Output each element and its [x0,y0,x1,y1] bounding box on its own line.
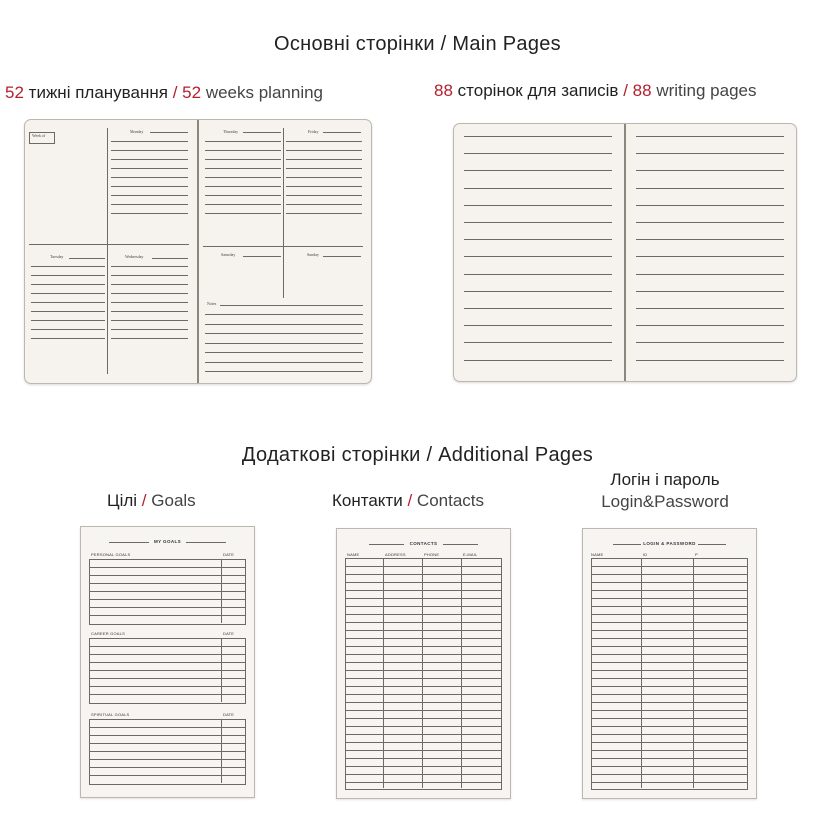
writing-line-left [464,222,612,223]
goals-row-line [89,686,245,687]
contacts-row-line [345,598,501,599]
goals-row-line [89,759,245,760]
goals-row-line [89,654,245,655]
weekly-slash: / [172,83,178,102]
login-row-line [591,614,747,615]
writing-line-left [464,188,612,189]
writing-pages-spread [453,123,797,382]
login-row-line [591,646,747,647]
login-row-line [591,782,747,783]
login-row-line [591,598,747,599]
weekly-planning-label [5,83,323,103]
contacts-row-line [345,742,501,743]
thursday-line [205,168,281,169]
wednesday-line [111,275,188,276]
notes-line [205,343,363,344]
writing-line-right [636,153,784,154]
writing-line-right [636,256,784,257]
login-row-line [591,734,747,735]
notes-line [205,314,363,315]
monday-line [111,141,188,142]
friday-label: Friday [308,129,319,134]
tuesday-line [31,320,105,321]
goals-label-ua: Цілі [107,491,138,510]
writing-line-right [636,274,784,275]
login-row-line [591,694,747,695]
writing-slash: / [623,81,628,100]
day-title-line [323,256,361,257]
day-title-line [243,256,281,257]
writing-line-left [464,325,612,326]
friday-line [286,195,362,196]
notes-line [205,333,363,334]
login-row-line [591,766,747,767]
contacts-col-email: E-MAIL [463,552,478,557]
contacts-row-line [345,582,501,583]
contacts-row-line [345,574,501,575]
day-title-line [69,258,105,259]
contacts-column-divider [383,558,384,788]
tuesday-line [31,329,105,330]
login-row-line [591,638,747,639]
login-row-line [591,566,747,567]
contacts-row-line [345,710,501,711]
friday-line [286,159,362,160]
writing-line-right [636,170,784,171]
tuesday-line [31,284,105,285]
writing-count-en: 88 [632,81,652,100]
friday-line [286,177,362,178]
wednesday-label: Wednesday [125,254,144,259]
tuesday-line [31,293,105,294]
monday-line [111,195,188,196]
wednesday-line [111,302,188,303]
writing-line-right [636,342,784,343]
wednesday-line [111,266,188,267]
week-of-label: Week of [32,133,46,138]
contacts-column-divider [422,558,423,788]
contacts-row-line [345,774,501,775]
sunday-label: Sunday [307,252,319,257]
login-row-line [591,750,747,751]
login-label-en: Login&Password [601,492,729,511]
writing-line-right [636,291,784,292]
thursday-label: Thursday [223,129,239,134]
friday-line [286,213,362,214]
tuesday-label: Tuesday [50,254,64,259]
notes-line [205,352,363,353]
goals-section-1-date: DATE [223,552,235,557]
login-row-line [591,686,747,687]
friday-line [286,168,362,169]
writing-line-left [464,274,612,275]
writing-count: 88 [434,81,453,100]
thursday-line [205,177,281,178]
goals-row-line [89,678,245,679]
contacts-col-address: ADDRESS [385,552,406,557]
goals-page [80,526,255,798]
thursday-line [205,195,281,196]
goals-row-line [89,727,245,728]
goals-row-line [89,567,245,568]
contacts-row-line [345,622,501,623]
thursday-line [205,186,281,187]
day-title-line [152,258,188,259]
writing-line-left [464,170,612,171]
wednesday-line [111,338,188,339]
thursday-line [205,204,281,205]
contacts-row-line [345,654,501,655]
monday-line [111,213,188,214]
monday-line [111,186,188,187]
contacts-row-line [345,686,501,687]
login-table [591,558,748,790]
goals-row-line [89,743,245,744]
goals-label [107,491,196,511]
goals-row-line [89,775,245,776]
monday-label: Monday [130,129,144,134]
day-title-line [150,132,188,133]
notes-label: Notes [207,301,217,306]
main-pages-heading: Основні сторінки / Main Pages [274,33,561,55]
writing-line-right [636,222,784,223]
login-row-line [591,670,747,671]
goals-label-en: Goals [151,491,196,510]
contacts-row-line [345,678,501,679]
writing-line-left [464,239,612,240]
writing-label-en: writing pages [656,81,757,100]
weekly-count-en: 52 [182,83,202,102]
notes-line [205,324,363,325]
goals-row-line [89,599,245,600]
wednesday-line [111,284,188,285]
monday-line [111,177,188,178]
contacts-page [336,528,511,799]
contacts-column-divider [461,558,462,788]
contacts-row-line [345,758,501,759]
friday-line [286,204,362,205]
contacts-row-line [345,702,501,703]
contacts-row-line [345,750,501,751]
writing-line-right [636,308,784,309]
title-rule [698,544,726,545]
wednesday-line [111,293,188,294]
title-rule [109,542,149,543]
weekly-section-line [203,246,363,247]
friday-line [286,186,362,187]
writing-spine [624,124,626,381]
weekly-planner-spread [24,119,372,384]
weekly-section-line [29,244,189,245]
contacts-row-line [345,606,501,607]
goals-section-1-title: PERSONAL GOALS [91,552,131,557]
contacts-row-line [345,662,501,663]
contacts-row-line [345,694,501,695]
goals-row-line [89,670,245,671]
goals-row-line [89,591,245,592]
login-col-id: ID [643,552,648,557]
contacts-row-line [345,638,501,639]
notes-line [205,362,363,363]
saturday-label: Saturday [221,252,236,257]
contacts-row-line [345,646,501,647]
goals-row-line [89,615,245,616]
writing-line-right [636,325,784,326]
writing-line-right [636,205,784,206]
login-row-line [591,758,747,759]
contacts-row-line [345,670,501,671]
contacts-row-line [345,782,501,783]
login-label-ua: Логін і пароль [610,470,720,489]
goals-row-line [89,575,245,576]
login-row-line [591,662,747,663]
goals-row-line [89,751,245,752]
tuesday-line [31,266,105,267]
login-row-line [591,606,747,607]
monday-line [111,168,188,169]
goals-row-line [89,646,245,647]
goals-row-line [89,583,245,584]
login-row-line [591,678,747,679]
goals-page-title: MY GOALS [153,539,182,544]
wednesday-line [111,329,188,330]
writing-line-left [464,360,612,361]
title-rule [443,544,478,545]
contacts-table [345,558,502,790]
weekly-label-en: weeks planning [205,83,324,102]
title-rule [186,542,226,543]
friday-line [286,150,362,151]
writing-line-left [464,205,612,206]
contacts-label [332,491,484,511]
login-row-line [591,774,747,775]
login-row-line [591,622,747,623]
login-col-p: P [695,552,698,557]
weekly-spine [197,120,199,383]
weekly-label-ua: тижні планування [28,83,168,102]
writing-line-left [464,308,612,309]
writing-pages-label [434,81,757,101]
goals-section-2-date: DATE [223,631,235,636]
tuesday-line [31,302,105,303]
goals-row-line [89,662,245,663]
contacts-row-line [345,566,501,567]
contacts-label-ua: Контакти [332,491,403,510]
login-row-line [591,582,747,583]
goals-row-line [89,767,245,768]
writing-line-right [636,136,784,137]
writing-line-right [636,188,784,189]
monday-line [111,150,188,151]
contacts-row-line [345,734,501,735]
weekly-divider [283,128,284,298]
login-row-line [591,718,747,719]
goals-row-line [89,735,245,736]
friday-line [286,141,362,142]
thursday-line [205,213,281,214]
login-row-line [591,590,747,591]
contacts-row-line [345,718,501,719]
notes-line [205,371,363,372]
login-label [585,469,745,513]
writing-line-right [636,360,784,361]
wednesday-line [111,311,188,312]
login-row-line [591,702,747,703]
writing-line-left [464,291,612,292]
login-password-page [582,528,757,799]
login-row-line [591,742,747,743]
contacts-row-line [345,590,501,591]
additional-pages-heading: Додаткові сторінки / Additional Pages [241,444,594,466]
writing-line-left [464,153,612,154]
tuesday-line [31,275,105,276]
goals-row-line [89,607,245,608]
login-row-line [591,574,747,575]
writing-line-left [464,342,612,343]
day-title-line [323,132,361,133]
contacts-slash: / [407,491,413,510]
monday-line [111,159,188,160]
login-row-line [591,654,747,655]
goals-section-3-date: DATE [223,712,235,717]
contacts-row-line [345,614,501,615]
contacts-row-line [345,630,501,631]
contacts-page-title: CONTACTS [409,541,438,546]
goals-slash: / [141,491,147,510]
contacts-col-name: NAME [347,552,360,557]
writing-line-left [464,256,612,257]
login-col-name: NAME [591,552,604,557]
thursday-line [205,150,281,151]
writing-line-right [636,239,784,240]
tuesday-line [31,338,105,339]
weekly-count: 52 [5,83,24,102]
login-column-divider [641,558,642,788]
goals-section-3-title: SPIRITUAL GOALS [91,712,130,717]
contacts-col-phone: PHONE [424,552,440,557]
title-rule [369,544,404,545]
title-rule [613,544,641,545]
login-row-line [591,726,747,727]
contacts-row-line [345,726,501,727]
login-row-line [591,630,747,631]
wednesday-line [111,320,188,321]
goals-section-2-title: CAREER GOALS [91,631,125,636]
weekly-divider [107,128,108,374]
thursday-line [205,141,281,142]
day-title-line [243,132,281,133]
goals-row-line [89,694,245,695]
login-page-title: LOGIN & PASSWORD [643,541,696,546]
monday-line [111,204,188,205]
notes-title-line [220,305,363,306]
contacts-row-line [345,766,501,767]
login-row-line [591,710,747,711]
writing-label-ua: сторінок для записів [457,81,619,100]
thursday-line [205,159,281,160]
contacts-label-en: Contacts [416,491,485,510]
login-column-divider [693,558,694,788]
writing-line-left [464,136,612,137]
tuesday-line [31,311,105,312]
